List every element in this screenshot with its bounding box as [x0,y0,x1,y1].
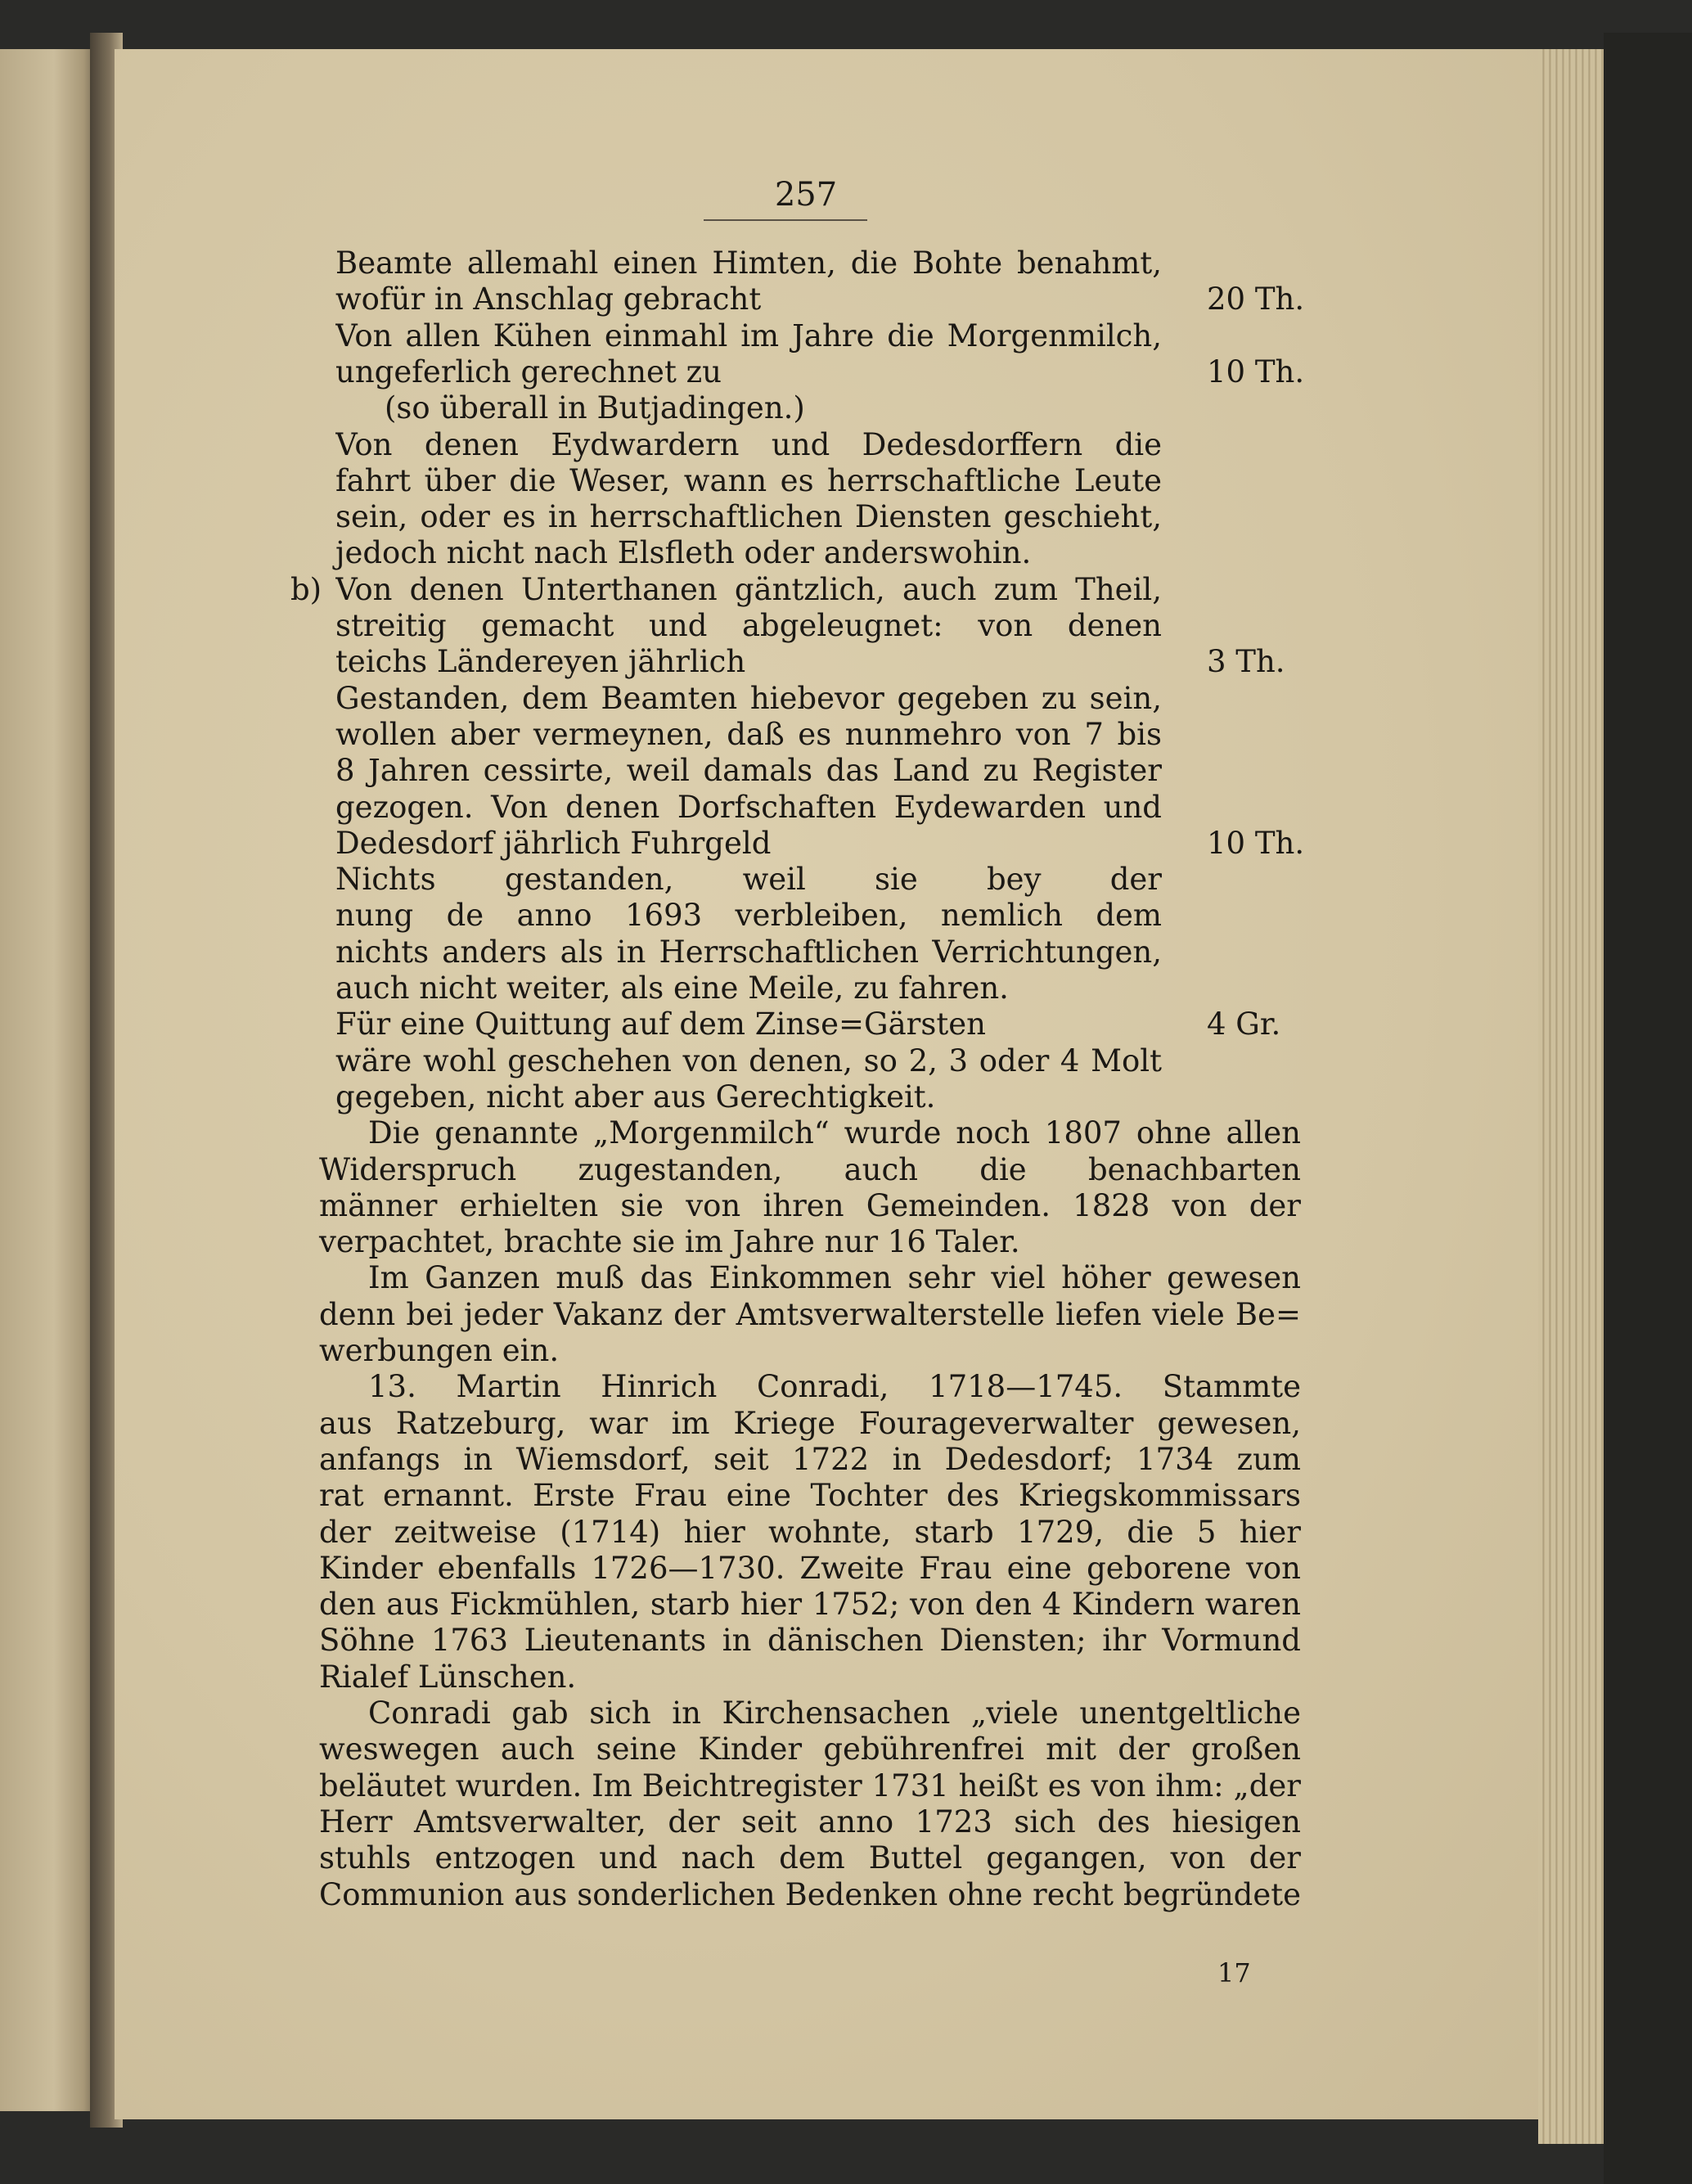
text-line: Söhne 1763 Lieutenants in dänischen Diensten; ihr Vormund [319,1623,1301,1659]
amount-value: 20 Th. [1207,281,1305,317]
text-line: Von denen Eydwardern und Dedesdorffern die [335,426,1162,462]
text-line: männer erhielten sie von ihren Gemeinden. 1828 von der [319,1187,1301,1223]
text-line: wofür in Anschlag gebracht [335,281,762,317]
text-line: fahrt über die Weser, wann es herrschaftliche Leute [335,462,1162,498]
text-line: streitig gemacht und abgeleugnet: von denen [335,608,1162,643]
text-line: wäre wohl geschehen von denen, so 2, 3 oder 4 Molt [335,1042,1162,1078]
text-line: Nichts gestanden, weil sie bey der [335,862,1162,898]
amount-value: 3 Th. [1207,644,1285,680]
text-line: anfangs in Wiemsdorf, seit 1722 in Dedesdorf; 1734 zum [319,1441,1301,1477]
text-line: denn bei jeder Vakanz der Amtsverwalterstelle liefen viele Be= [319,1296,1301,1332]
text-line: auch nicht weiter, als eine Meile, zu fahren. [335,970,1009,1006]
amount-value: 10 Th. [1207,825,1305,861]
text-line: nung de anno 1693 verbleiben, nemlich dem [335,898,1162,934]
text-line: beläutet wurden. Im Beichtregister 1731 heißt es von ihm: „der [319,1767,1301,1803]
text-line: Kinder ebenfalls 1726—1730. Zweite Frau eine geborene von [319,1550,1301,1586]
text-line: Rialef Lünschen. [319,1659,577,1695]
amount-value: 4 Gr. [1207,1006,1281,1042]
amount-value: 10 Th. [1207,353,1305,390]
text-line: gezogen. Von denen Dorfschaften Eydewarden und [335,789,1162,825]
text-line: der zeitweise (1714) hier wohnte, starb 1729, die 5 hier [319,1514,1301,1550]
text-line: Für eine Quittung auf dem Zinse=Gärsten [335,1006,986,1042]
text-line: ungeferlich gerechnet zu [335,353,722,390]
text-line: den aus Fickmühlen, starb hier 1752; von den 4 Kindern waren [319,1587,1301,1623]
text-line: jedoch nicht nach Elsfleth oder anderswohin. [335,535,1032,571]
text-line: Beamte allemahl einen Himten, die Bohte benahmt, [335,245,1162,281]
signature-mark: 17 [1217,1957,1251,1988]
text-line: werbungen ein. [319,1333,560,1368]
left-facing-page [0,49,98,2111]
text-line: stuhls entzogen und nach dem Buttel gegangen, von der [319,1840,1301,1876]
text-line: Communion aus sonderlichen Bedenken ohne recht begründete [319,1876,1301,1912]
page-number: 257 [774,176,838,214]
text-line: Im Ganzen muß das Einkommen sehr viel höher gewesen [368,1260,1301,1296]
text-line: Von denen Unterthanen gäntzlich, auch zum Theil, [335,571,1162,607]
text-line: Dedesdorf jährlich Fuhrgeld [335,825,772,861]
text-line: aus Ratzeburg, war im Kriege Fourageverwalter gewesen, [319,1405,1301,1441]
text-line: Widerspruch zugestanden, auch die benachbarten [319,1151,1301,1187]
text-line: nichts anders als in Herrschaftlichen Verrichtungen, [335,934,1162,970]
text-line: sein, oder es in herrschaftlichen Diensten geschieht, [335,499,1162,535]
text-line: rat ernannt. Erste Frau eine Tochter des Kriegskommissars [319,1478,1301,1514]
text-line: Gestanden, dem Beamten hiebevor gegeben zu sein, [335,680,1162,716]
text-line: (so überall in Butjadingen.) [385,390,805,426]
text-line: verpachtet, brachte sie im Jahre nur 16 Taler. [319,1224,1020,1260]
text-line: wollen aber vermeynen, daß es nunmehro von 7 bis [335,716,1162,752]
text-line: gegeben, nicht aber aus Gerechtigkeit. [335,1078,936,1115]
text-line: 8 Jahren cessirte, weil damals das Land zu Register [335,753,1162,789]
text-line: Von allen Kühen einmahl im Jahre die Morgenmilch, [335,317,1162,353]
background-shadow [1604,33,1692,2184]
page-edges [1538,49,1612,2144]
text-line: 13. Martin Hinrich Conradi, 1718—1745. Stammte [368,1369,1301,1405]
text-line: weswegen auch seine Kinder gebührenfrei mit der großen [319,1731,1301,1767]
item-marker-b: b) [290,571,322,607]
text-line: Conradi gab sich in Kirchensachen „viele unentgeltliche [368,1695,1301,1731]
text-line: Die genannte „Morgenmilch“ wurde noch 1807 ohne allen [368,1115,1301,1151]
header-rule [704,219,867,221]
text-line: teichs Ländereyen jährlich [335,644,746,680]
text-line: Herr Amtsverwalter, der seit anno 1723 sich des hiesigen [319,1803,1301,1840]
